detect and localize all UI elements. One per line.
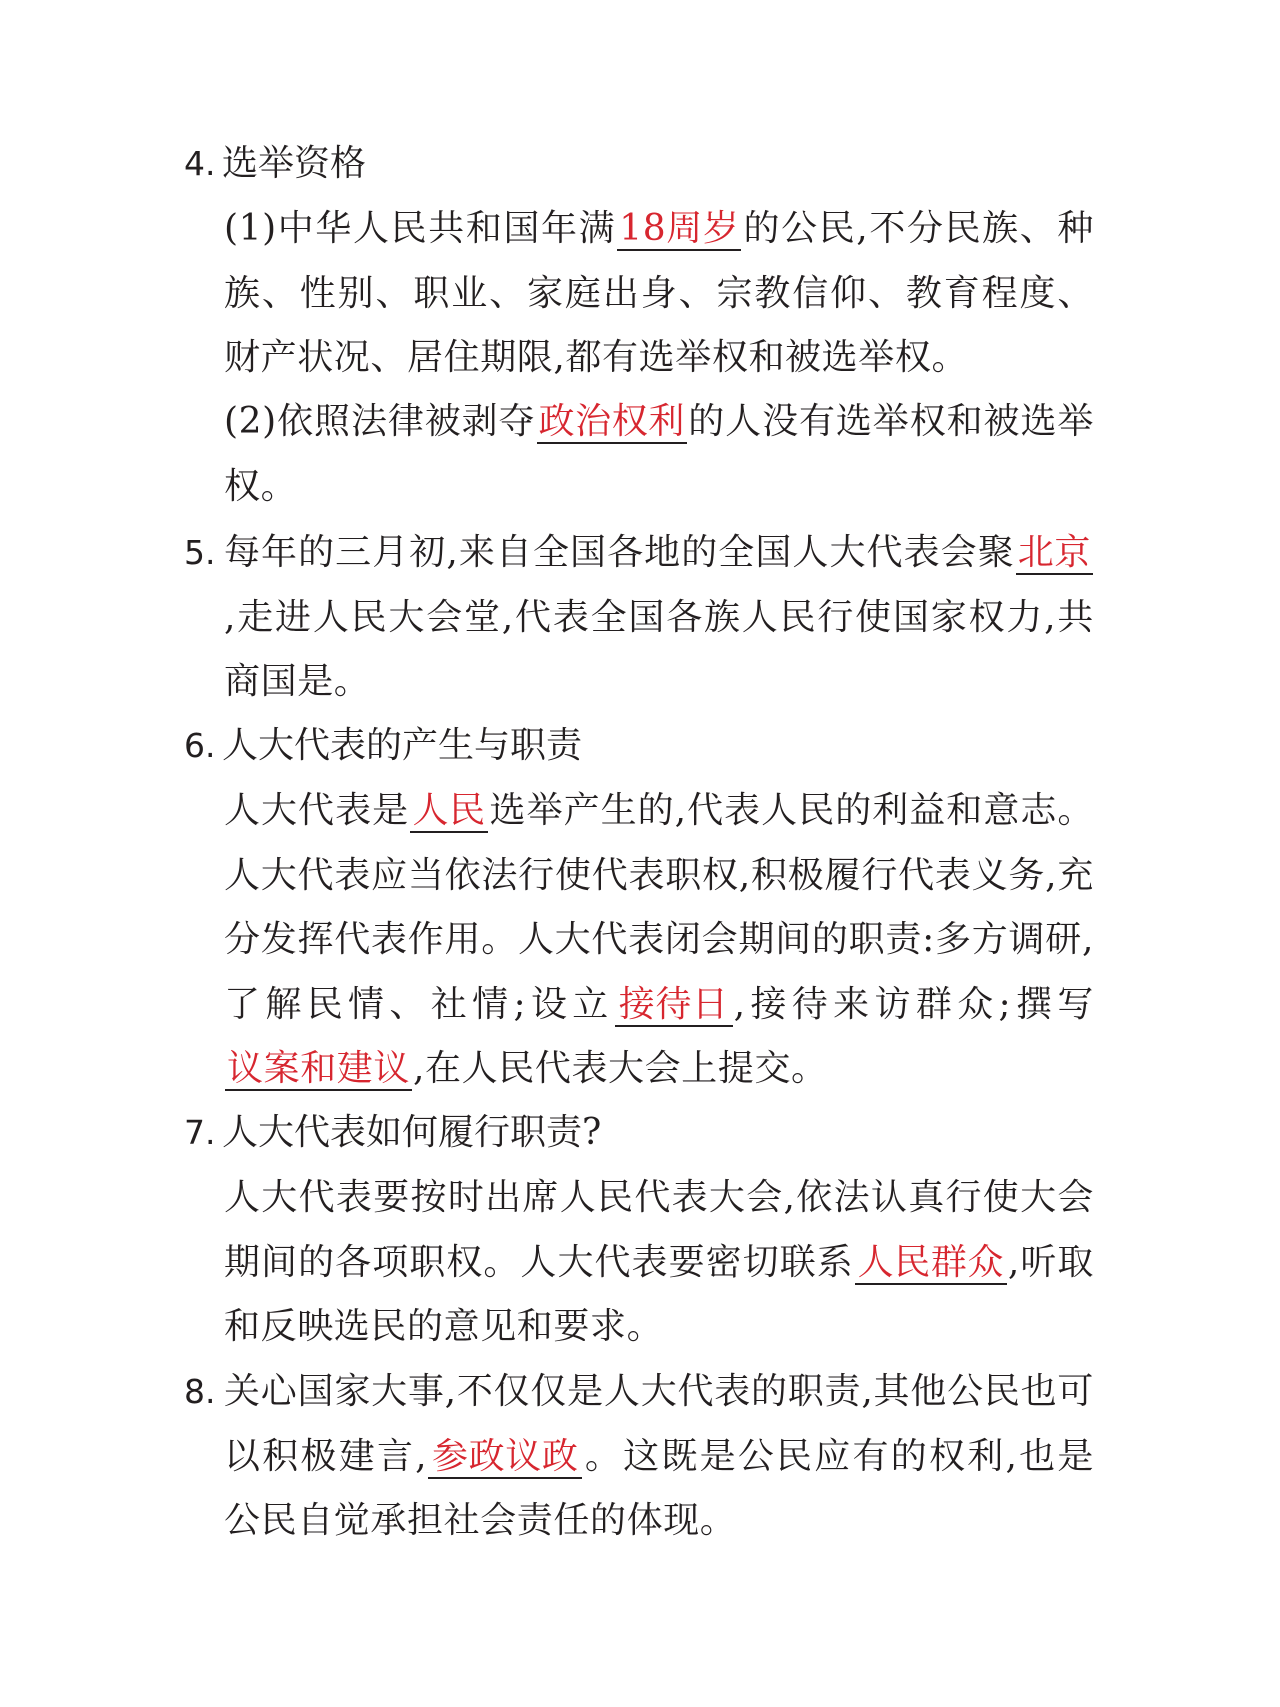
q4-p1-text-b: 的公民,不分民族、种族、性别、职业、家庭出身、宗教信仰、教育程度、财产状况、居住期限,都有选举权和被选举权。 [224, 208, 1094, 378]
q4-heading [184, 132, 366, 196]
q6-text-c: ,接待来访群众;撰写 [733, 983, 1094, 1025]
q8-text-a: 关心国家大事,不仅仅是人大代表的职责,其他公民也可以积极建言, [224, 1371, 1094, 1477]
q6-text-b: 选举产生的,代表人民的利益和意志。人大代表应当依法行使代表职权,积极履行代表义务,充分发挥代表作用。人大代表闭会期间的职责:多方调研,了解民情、社情;设立 [224, 790, 1094, 1025]
q4-p1-answer-blank: 18周岁 [619, 208, 740, 249]
q6-answer-blank-1: 人民 [410, 791, 488, 833]
q4-p2-text-b: 的人没有选举权和被选举权。 [224, 401, 1094, 507]
q8-paragraph [224, 1360, 1094, 1554]
q6-paragraph [224, 779, 1094, 1102]
q4-title: 选举资格 [222, 143, 367, 184]
q4-p2-answer-blank: 政治权利 [538, 401, 685, 442]
q4-paragraph-2 [224, 390, 1094, 519]
q5-text-a: 每年的三月初,来自全国各地的全国人大代表会聚 [224, 532, 1015, 573]
q7-number: 7. [184, 1113, 216, 1152]
q4-p2-text-a: (2)依照法律被剥夺 [224, 401, 536, 442]
q7-text-a: 人大代表要按时出席人民代表大会,依法认真行使大会期间的各项职权。人大代表要密切联系 [224, 1177, 1094, 1283]
q6-text-d: ,在人民代表大会上提交。 [413, 1048, 828, 1089]
q8-number: 8. [184, 1372, 216, 1411]
q4-number: 4. [184, 144, 216, 183]
q7-text-b: ,听取和反映选民的意见和要求。 [224, 1241, 1095, 1347]
q6-answer-blank-3: 议案和建议 [227, 1048, 411, 1089]
q5-text-b: ,走进人民大会堂,代表全国各族人民行使国家权力,共商国是。 [224, 596, 1094, 702]
q6-number: 6. [184, 726, 216, 765]
q8-answer-blank: 参政议政 [428, 1437, 582, 1479]
q4-p1-text-a: (1)中华人民共和国年满 [224, 208, 617, 249]
q7-heading [184, 1101, 601, 1165]
q4-paragraph-1 [224, 197, 1094, 391]
q6-text-a: 人大代表是 [224, 790, 410, 831]
q7-paragraph [224, 1166, 1094, 1360]
q7-answer-blank: 人民群众 [855, 1243, 1007, 1285]
q6-heading [184, 714, 582, 778]
q5-paragraph [224, 521, 1094, 715]
q5-answer-blank: 北京 [1017, 532, 1091, 573]
q6-answer-blank-2: 接待日 [615, 985, 733, 1027]
q6-title: 人大代表的产生与职责 [222, 725, 583, 766]
q8-text-b: 。这既是公民应有的权利,也是公民自觉承担社会责任的体现。 [224, 1435, 1095, 1541]
q5-number: 5. [184, 533, 216, 572]
q7-title: 人大代表如何履行职责? [222, 1112, 602, 1153]
